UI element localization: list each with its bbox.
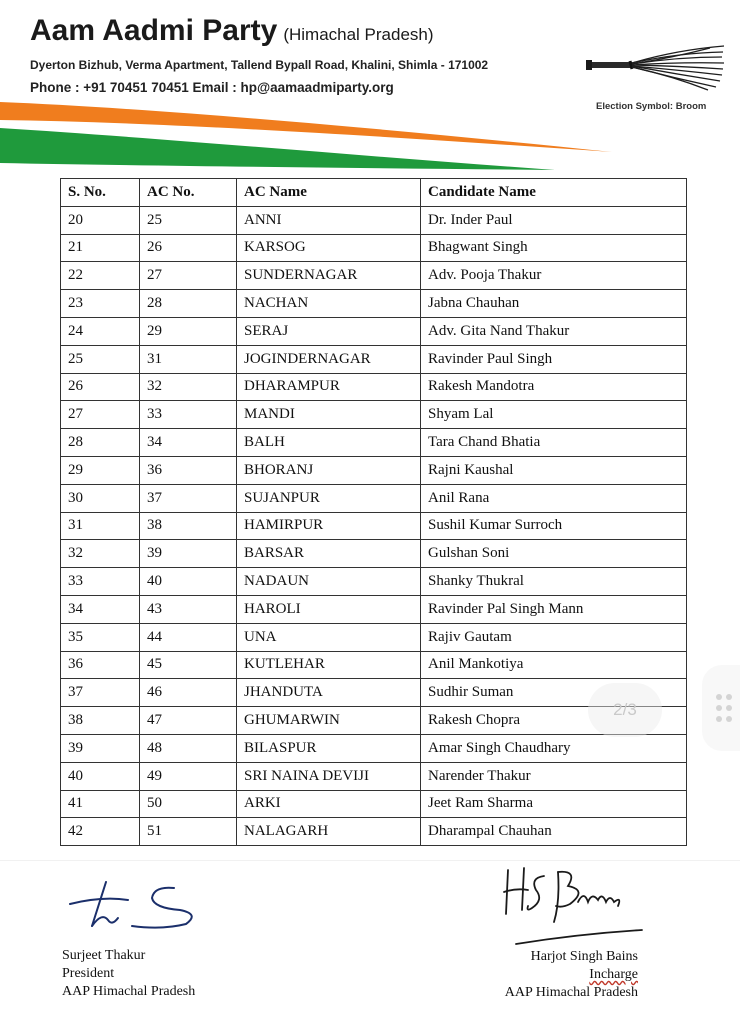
col-header-ac-name: AC Name bbox=[237, 179, 421, 207]
table-row bbox=[61, 401, 687, 429]
cell-sno: 41 bbox=[61, 790, 140, 818]
handle-dot bbox=[726, 716, 732, 722]
president-signature bbox=[62, 868, 212, 938]
table-row bbox=[61, 568, 687, 596]
cell-ac-name: HAROLI bbox=[237, 595, 421, 623]
cell-ac-no: 34 bbox=[140, 429, 237, 457]
cell-ac-name: JOGINDERNAGAR bbox=[237, 345, 421, 373]
incharge-org: AAP Himachal Pradesh bbox=[504, 985, 638, 1000]
cell-candidate-name: Jeet Ram Sharma bbox=[421, 790, 687, 818]
cell-ac-no: 26 bbox=[140, 234, 237, 262]
cell-candidate-name: Tara Chand Bhatia bbox=[421, 429, 687, 457]
cell-ac-no: 25 bbox=[140, 206, 237, 234]
handle-dot bbox=[726, 694, 732, 700]
cell-candidate-name: Rajni Kaushal bbox=[421, 456, 687, 484]
col-header-ac-no: AC No. bbox=[140, 179, 237, 207]
cell-sno: 20 bbox=[61, 206, 140, 234]
col-header-candidate: Candidate Name bbox=[421, 179, 687, 207]
cell-candidate-name: Narender Thakur bbox=[421, 762, 687, 790]
cell-ac-name: BALH bbox=[237, 429, 421, 457]
cell-sno: 23 bbox=[61, 290, 140, 318]
cell-candidate-name: Rakesh Mandotra bbox=[421, 373, 687, 401]
cell-candidate-name: Sushil Kumar Surroch bbox=[421, 512, 687, 540]
president-title: President bbox=[62, 966, 115, 981]
cell-sno: 35 bbox=[61, 623, 140, 651]
incharge-title: Incharge bbox=[589, 967, 638, 982]
table-row bbox=[61, 484, 687, 512]
table-row bbox=[61, 373, 687, 401]
cell-ac-no: 33 bbox=[140, 401, 237, 429]
cell-candidate-name: Bhagwant Singh bbox=[421, 234, 687, 262]
table-row bbox=[61, 762, 687, 790]
cell-candidate-name: Adv. Pooja Thakur bbox=[421, 262, 687, 290]
cell-candidate-name: Gulshan Soni bbox=[421, 540, 687, 568]
cell-ac-name: NACHAN bbox=[237, 290, 421, 318]
cell-ac-no: 46 bbox=[140, 679, 237, 707]
table-header-row bbox=[61, 179, 687, 207]
cell-sno: 26 bbox=[61, 373, 140, 401]
cell-ac-name: BARSAR bbox=[237, 540, 421, 568]
cell-ac-no: 31 bbox=[140, 345, 237, 373]
cell-ac-no: 29 bbox=[140, 317, 237, 345]
cell-ac-name: DHARAMPUR bbox=[237, 373, 421, 401]
cell-ac-name: KARSOG bbox=[237, 234, 421, 262]
party-region: (Himachal Pradesh) bbox=[283, 25, 434, 44]
letterhead bbox=[0, 0, 740, 175]
candidate-table bbox=[60, 178, 687, 846]
president-signatory bbox=[62, 947, 195, 1001]
cell-candidate-name: Anil Rana bbox=[421, 484, 687, 512]
cell-candidate-name: Dr. Inder Paul bbox=[421, 206, 687, 234]
cell-candidate-name: Ravinder Pal Singh Mann bbox=[421, 595, 687, 623]
col-header-sno: S. No. bbox=[61, 179, 140, 207]
handle-dot bbox=[726, 705, 732, 711]
cell-ac-no: 38 bbox=[140, 512, 237, 540]
cell-ac-no: 43 bbox=[140, 595, 237, 623]
party-name-text: Aam Aadmi Party bbox=[30, 14, 278, 47]
table-row bbox=[61, 512, 687, 540]
cell-sno: 38 bbox=[61, 707, 140, 735]
table-row bbox=[61, 651, 687, 679]
table-row bbox=[61, 623, 687, 651]
table-row bbox=[61, 540, 687, 568]
table-row bbox=[61, 262, 687, 290]
cell-ac-no: 47 bbox=[140, 707, 237, 735]
cell-sno: 33 bbox=[61, 568, 140, 596]
cell-ac-no: 48 bbox=[140, 734, 237, 762]
cell-sno: 27 bbox=[61, 401, 140, 429]
cell-sno: 29 bbox=[61, 456, 140, 484]
incharge-name: Harjot Singh Bains bbox=[530, 949, 638, 964]
cell-sno: 40 bbox=[61, 762, 140, 790]
cell-sno: 21 bbox=[61, 234, 140, 262]
cell-ac-no: 32 bbox=[140, 373, 237, 401]
cell-candidate-name: Amar Singh Chaudhary bbox=[421, 734, 687, 762]
table-row bbox=[61, 234, 687, 262]
cell-ac-name: SUNDERNAGAR bbox=[237, 262, 421, 290]
table-row bbox=[61, 818, 687, 846]
party-contact: Phone : +91 70451 70451 Email : hp@aamaadmiparty.org bbox=[30, 80, 394, 95]
election-symbol-caption: Election Symbol: Broom bbox=[596, 101, 707, 112]
cell-candidate-name: Shyam Lal bbox=[421, 401, 687, 429]
cell-sno: 39 bbox=[61, 734, 140, 762]
footer-divider bbox=[0, 860, 740, 861]
handle-dot bbox=[716, 716, 722, 722]
cell-candidate-name: Adv. Gita Nand Thakur bbox=[421, 317, 687, 345]
president-org: AAP Himachal Pradesh bbox=[62, 984, 196, 999]
cell-ac-name: NALAGARH bbox=[237, 818, 421, 846]
table-row bbox=[61, 345, 687, 373]
cell-ac-name: SERAJ bbox=[237, 317, 421, 345]
cell-ac-name: ANNI bbox=[237, 206, 421, 234]
page-indicator: 2/3 bbox=[588, 683, 662, 737]
cell-ac-name: JHANDUTA bbox=[237, 679, 421, 707]
cell-sno: 37 bbox=[61, 679, 140, 707]
handle-dot bbox=[716, 705, 722, 711]
cell-candidate-name: Shanky Thukral bbox=[421, 568, 687, 596]
cell-ac-no: 40 bbox=[140, 568, 237, 596]
incharge-signatory bbox=[480, 948, 638, 1002]
party-name bbox=[30, 14, 434, 48]
cell-ac-name: ARKI bbox=[237, 790, 421, 818]
cell-ac-name: HAMIRPUR bbox=[237, 512, 421, 540]
cell-sno: 32 bbox=[61, 540, 140, 568]
cell-ac-no: 45 bbox=[140, 651, 237, 679]
cell-ac-name: BHORANJ bbox=[237, 456, 421, 484]
cell-sno: 24 bbox=[61, 317, 140, 345]
tricolor-stripes bbox=[0, 100, 620, 175]
cell-candidate-name: Rakesh Chopra bbox=[421, 707, 687, 735]
broom-icon bbox=[586, 44, 726, 92]
cell-ac-name: NADAUN bbox=[237, 568, 421, 596]
cell-ac-no: 50 bbox=[140, 790, 237, 818]
cell-ac-no: 39 bbox=[140, 540, 237, 568]
table-row bbox=[61, 734, 687, 762]
cell-ac-name: BILASPUR bbox=[237, 734, 421, 762]
cell-sno: 42 bbox=[61, 818, 140, 846]
cell-ac-no: 49 bbox=[140, 762, 237, 790]
cell-ac-name: MANDI bbox=[237, 401, 421, 429]
table-row bbox=[61, 595, 687, 623]
cell-candidate-name: Anil Mankotiya bbox=[421, 651, 687, 679]
table-row bbox=[61, 290, 687, 318]
cell-sno: 36 bbox=[61, 651, 140, 679]
cell-ac-name: SUJANPUR bbox=[237, 484, 421, 512]
cell-candidate-name: Dharampal Chauhan bbox=[421, 818, 687, 846]
cell-candidate-name: Sudhir Suman bbox=[421, 679, 687, 707]
handle-dot bbox=[716, 694, 722, 700]
table-row bbox=[61, 429, 687, 457]
cell-ac-no: 27 bbox=[140, 262, 237, 290]
cell-sno: 30 bbox=[61, 484, 140, 512]
cell-ac-name: SRI NAINA DEVIJI bbox=[237, 762, 421, 790]
table-row bbox=[61, 317, 687, 345]
cell-ac-no: 37 bbox=[140, 484, 237, 512]
cell-ac-no: 28 bbox=[140, 290, 237, 318]
incharge-signature bbox=[498, 862, 648, 952]
cell-sno: 22 bbox=[61, 262, 140, 290]
cell-ac-no: 51 bbox=[140, 818, 237, 846]
cell-candidate-name: Rajiv Gautam bbox=[421, 623, 687, 651]
cell-ac-name: GHUMARWIN bbox=[237, 707, 421, 735]
president-name: Surjeet Thakur bbox=[62, 948, 146, 963]
table-row bbox=[61, 456, 687, 484]
cell-sno: 34 bbox=[61, 595, 140, 623]
cell-sno: 28 bbox=[61, 429, 140, 457]
table-body bbox=[61, 206, 687, 845]
cell-candidate-name: Jabna Chauhan bbox=[421, 290, 687, 318]
table-row bbox=[61, 206, 687, 234]
table-row bbox=[61, 790, 687, 818]
cell-sno: 31 bbox=[61, 512, 140, 540]
cell-ac-name: UNA bbox=[237, 623, 421, 651]
side-drag-handle[interactable] bbox=[702, 665, 740, 751]
cell-ac-no: 44 bbox=[140, 623, 237, 651]
cell-sno: 25 bbox=[61, 345, 140, 373]
cell-ac-no: 36 bbox=[140, 456, 237, 484]
party-address: Dyerton Bizhub, Verma Apartment, Tallend Bypall Road, Khalini, Shimla - 171002 bbox=[30, 58, 489, 72]
cell-ac-name: KUTLEHAR bbox=[237, 651, 421, 679]
cell-candidate-name: Ravinder Paul Singh bbox=[421, 345, 687, 373]
